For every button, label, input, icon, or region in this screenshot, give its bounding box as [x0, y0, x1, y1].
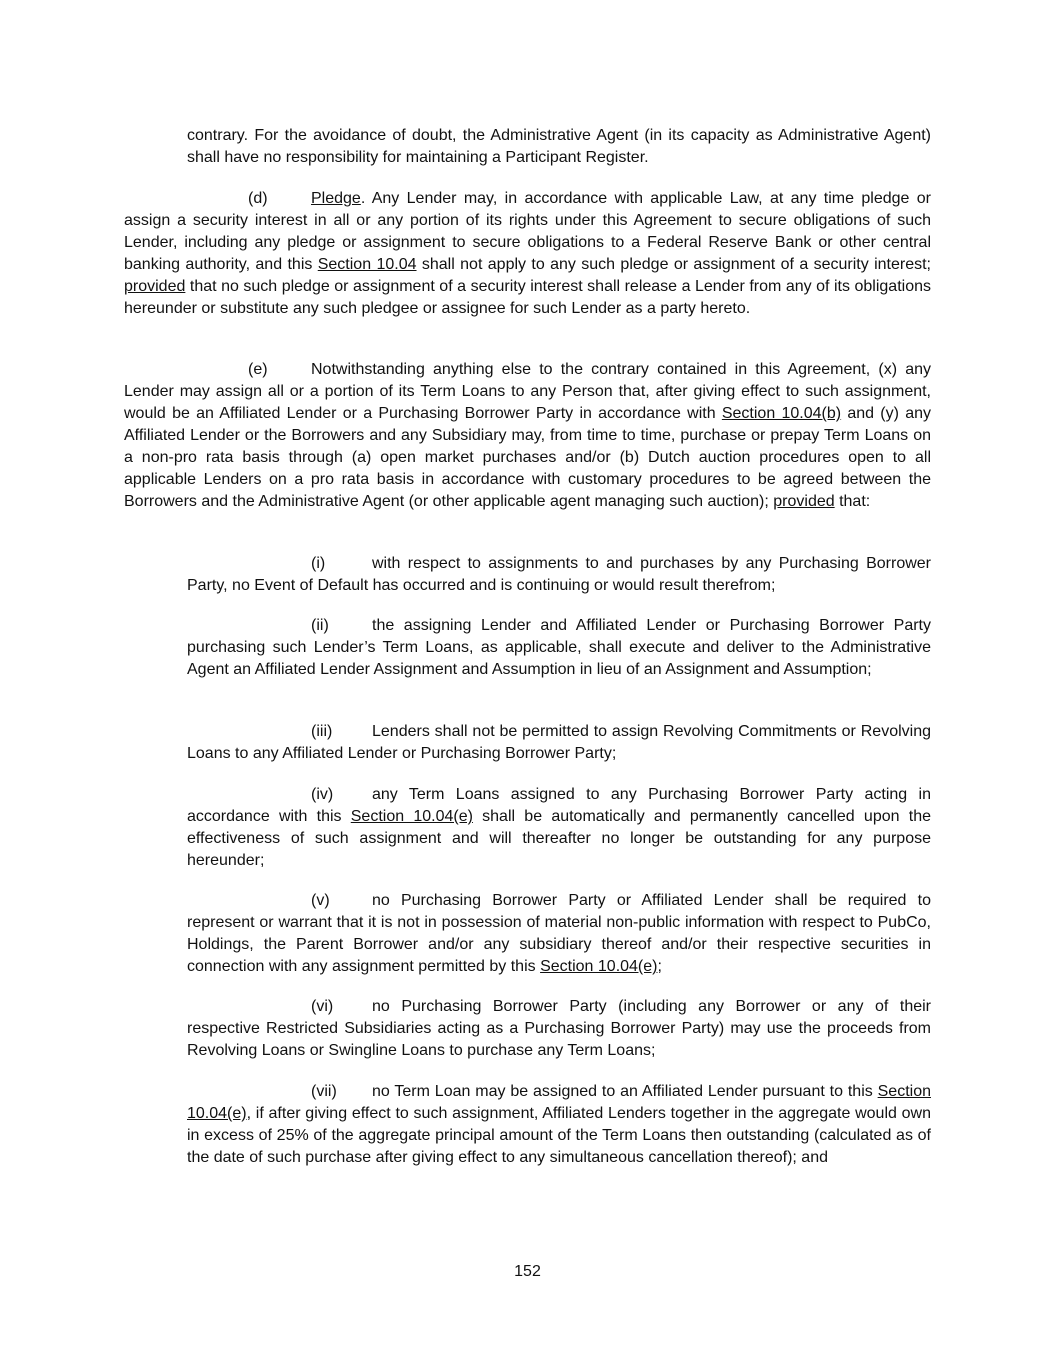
section-reference: Section 10.04 — [317, 256, 417, 273]
clause-i: (i) with respect to assignments to and purchases by any Purchasing Borrower Party, no Event of Default has occurred and is continuing or would result therefrom; — [187, 555, 931, 594]
clause-label-ii: (ii) — [311, 617, 329, 634]
clause-label-vii: (vii) — [311, 1083, 337, 1100]
clause-label-v: (v) — [311, 892, 330, 909]
section-reference: Section 10.04(e) — [187, 1083, 931, 1122]
clause-label-i: (i) — [311, 555, 326, 572]
section-reference: Section 10.04(b) — [721, 405, 842, 422]
clause-iv: (iv) any Term Loans assigned to any Purchasing Borrower Party acting in accordance with this Section 10.04(e) shall be automatically and permanently cancelled upon the effectiveness of such assignment and will thereafter no longer be outstanding for any purpose hereunder; — [187, 786, 931, 869]
clause-label-e: (e) — [248, 361, 268, 378]
provided-term: provided — [773, 493, 835, 510]
clause-vi: (vi) no Purchasing Borrower Party (including any Borrower or any of their respective Restricted Subsidiaries acting as a Purchasing Borrower Party) may use the proceeds from Revolving Loans or Swingline Loans to purchase any Term Loans; — [187, 998, 931, 1059]
paragraph-contrary: contrary. For the avoidance of doubt, the Administrative Agent (in its capacity as Administrative Agent) shall have no responsibility for maintaining a Participant Register. — [187, 127, 931, 166]
page-number: 152 — [514, 1263, 541, 1280]
clause-iii: (iii) Lenders shall not be permitted to assign Revolving Commitments or Revolving Loans to any Affiliated Lender or Purchasing Borrower Party; — [187, 723, 931, 762]
clause-ii: (ii) the assigning Lender and Affiliated Lender or Purchasing Borrower Party purchasing such Lender’s Term Loans, as applicable, shall execute and deliver to the Administrative Agent an Affiliated Lender Assignment and Assumption in lieu of an Assignment and Assumption; — [187, 617, 931, 678]
clause-label-vi: (vi) — [311, 998, 334, 1015]
paragraph-d-pledge: (d) Pledge. Any Lender may, in accordance with applicable Law, at any time pledge or assign a security interest in all or any portion of its rights under this Agreement to secure obligations of such Lender, including any pledge or assignment to secure obligations to a Federal Reserve Bank or other central banking authority, and this Section 10.04 shall not apply to any such pledge or assignment of a security interest; provided that no such pledge or assignment of a security interest shall release a Lender from any of its obligations hereunder or substitute any such pledgee or assignee for such Lender as a party hereto. — [124, 190, 931, 317]
clause-v: (v) no Purchasing Borrower Party or Affiliated Lender shall be required to represent or warrant that it is not in possession of material non-public information with respect to PubCo, Holdings, the Parent Borrower and/or any subsidiary thereof and/or their respective securities in connection with any assignment permitted by this Section 10.04(e); — [187, 892, 931, 975]
clause-label-iv: (iv) — [311, 786, 334, 803]
paragraph-e: (e) Notwithstanding anything else to the contrary contained in this Agreement, (x) any Lender may assign all or a portion of its Term Loans to any Person that, after giving effect to such assignment, would be an Affiliated Lender or a Purchasing Borrower Party in accordance with Section 10.04(b) and (y) any Affiliated Lender or the Borrowers and any Subsidiary may, from time to time, purchase or prepay Term Loans on a non-pro rata basis through (a) open market purchases and/or (b) Dutch auction procedures open to all applicable Lenders on a pro rata basis in accordance with customary procedures to be agreed between the Borrowers and the Administrative Agent (or other applicable agent managing such auction); provided that: — [124, 361, 932, 510]
section-reference: Section 10.04(e) — [540, 958, 658, 975]
section-reference: Section 10.04(e) — [350, 808, 473, 825]
heading-pledge: Pledge — [311, 190, 361, 207]
clause-vii: (vii) no Term Loan may be assigned to an Affiliated Lender pursuant to this Section 10.04(e), if after giving effect to such assignment, Affiliated Lenders together in the aggregate would own in excess of 25% of the aggregate principal amount of the Term Loans then outstanding (calculated as of the date of such purchase after giving effect to any simultaneous cancellation thereof); and — [187, 1083, 931, 1166]
provided-term: provided — [124, 278, 186, 295]
clause-label-d: (d) — [248, 190, 268, 207]
clause-label-iii: (iii) — [311, 723, 333, 740]
